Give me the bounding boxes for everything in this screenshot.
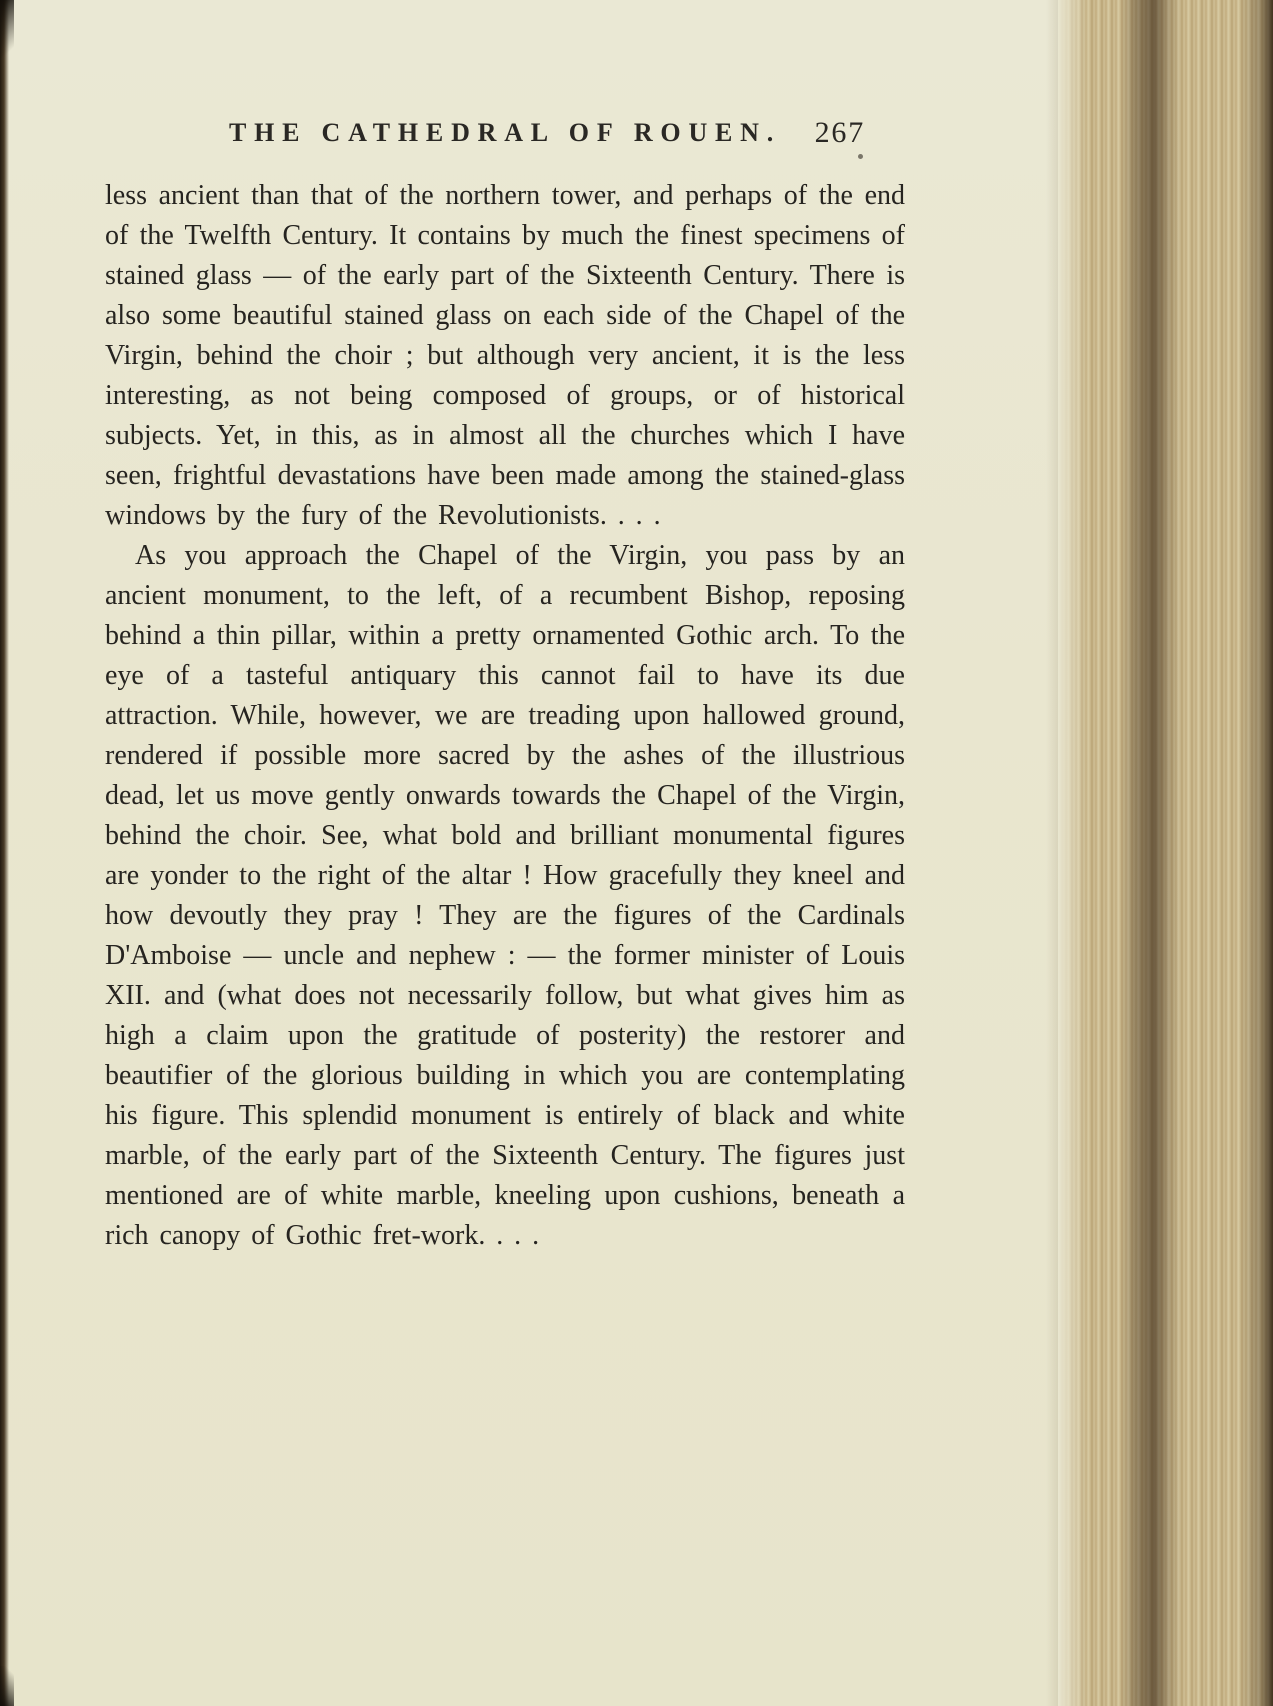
spine-shadow: [0, 0, 9, 1706]
corner-mark-top-left: [0, 0, 14, 58]
running-head: [105, 118, 905, 158]
ink-speck: [858, 154, 863, 159]
body-text: [105, 176, 905, 1256]
corner-mark-bottom-left: [0, 1666, 14, 1706]
page-content-area: [105, 0, 905, 1706]
book-fore-edge: [1058, 0, 1273, 1706]
paragraph: less ancient than that of the northern tower, and perhaps of the end of the Twelfth Century. It contains by much the finest specimens of stained glass — of the early part of the Sixteenth Century. There is also some beautiful stained glass on each side of the Chapel of the Virgin, behind the choir ; but although very ancient, it is the less interesting, as not being composed of groups, or of historical subjects. Yet, in this, as in almost all the churches which I have seen, frightful devastations have been made among the stained-glass windows by the fury of the Revolutionists. . . .: [105, 180, 905, 531]
paragraph: As you approach the Chapel of the Virgin, you pass by an ancient monument, to the left, of a recumbent Bishop, reposing behind a thin pillar, within a pretty ornamented Gothic arch. To the eye of a tasteful antiquary this cannot fail to have its due attraction. While, however, we are treading upon hallowed ground, rendered if possible more sacred by the ashes of the illustrious dead, let us move gently onwards towards the Chapel of the Virgin, behind the choir. See, what bold and brilliant monumental figures are yonder to the right of the altar ! How gracefully they kneel and how devoutly they pray ! They are the figures of the Cardinals D'Amboise — uncle and nephew : — the former minister of Louis XII. and (what does not necessarily follow, but what gives him as high a claim upon the gratitude of posterity) the restorer and beautifier of the glorious building in which you are contemplating his figure. This splendid monument is entirely of black and white marble, of the early part of the Sixteenth Century. The figures just mentioned are of white marble, kneeling upon cushions, beneath a rich canopy of Gothic fret-work. . . .: [105, 540, 905, 1251]
running-head-title: THE CATHEDRAL OF ROUEN.: [228, 118, 782, 147]
page-number: 267: [814, 116, 865, 149]
